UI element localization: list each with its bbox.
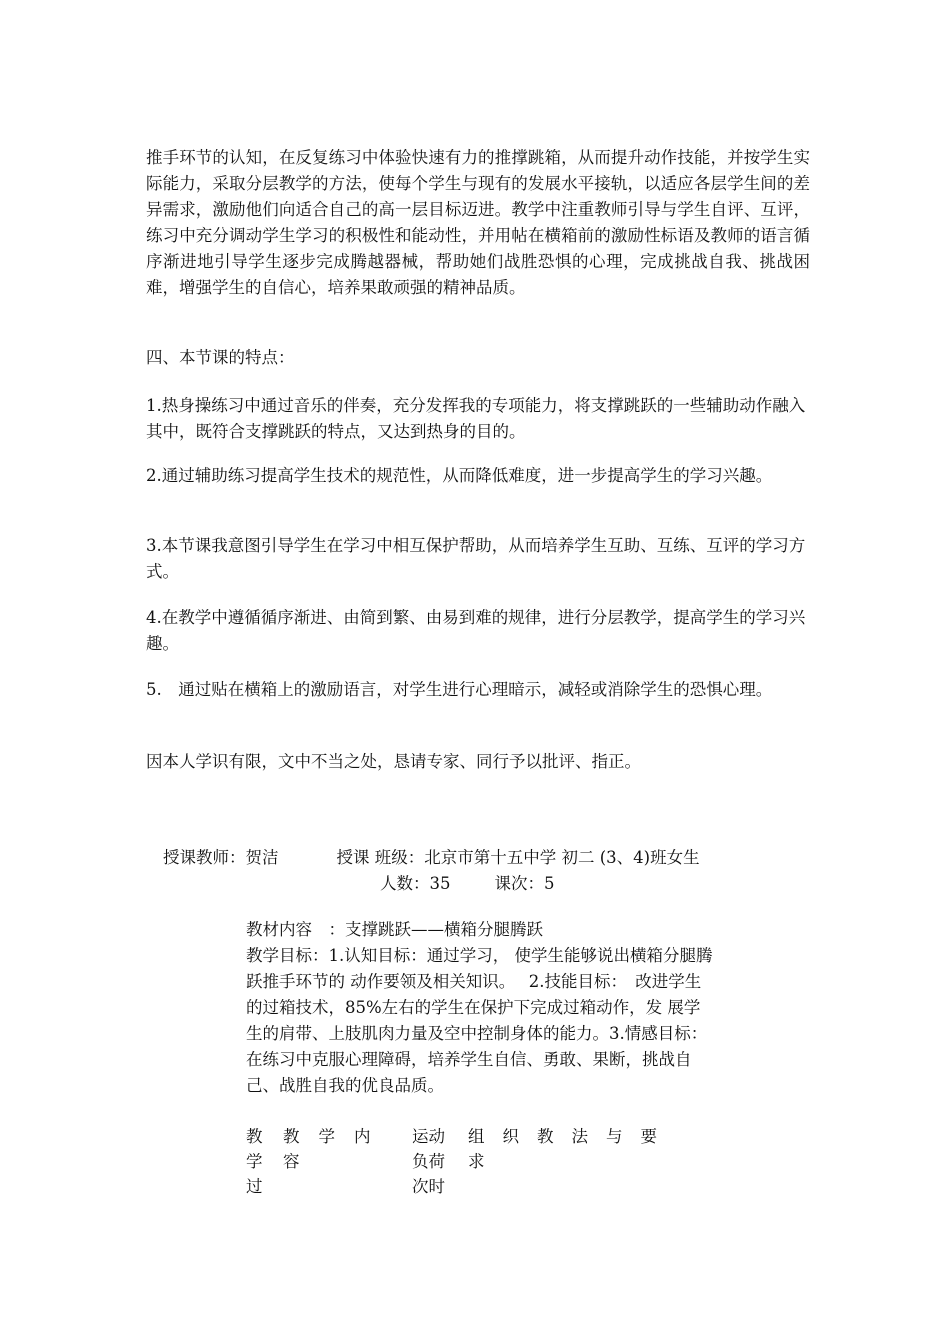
feature-5: 5. 通过贴在横箱上的激励语言，对学生进行心理暗示，减轻或消除学生的恐惧心理。 <box>146 680 773 699</box>
header-text: 学 <box>246 1152 263 1171</box>
lesson-teacher-class-line <box>163 846 700 870</box>
table-header-content <box>283 1124 403 1174</box>
feature-3: 3.本节课我意图引导学生在学习中相互保护帮助，从而培养学生互助、互练、互评的学习方式。 <box>146 536 806 581</box>
class-info: 授课 班级：北京市第十五中学 初二 (3、4)班女生 <box>336 848 700 867</box>
table-header-process <box>246 1124 286 1199</box>
table-header-method <box>468 1124 708 1174</box>
session-number: 课次：5 <box>494 874 555 893</box>
teaching-content: 教材内容 ：支撑跳跃——横箱分腿腾跃 <box>246 920 543 939</box>
intro-paragraph: 推手环节的认知，在反复练习中体验快速有力的推撑跳箱，从而提升动作技能，并按学生实际能力，采取分层教学的方法，使每个学生与现有的发展水平接轨，以适应各层学生间的差异需求，激励他们向适合自己的高一层目标迈进。教学中注重教师引导与学生自评、互评，练习中充分调动学生学习的积极性和能动性，并用帖在横箱前的激励性标语及教师的语言循序渐进地引导学生逐步完成腾越器械，帮助她们战胜恐惧的心理，完成挑战自我、挑战困难，增强学生的自信心，培养果敢顽强的精神品质。 <box>146 148 810 297</box>
header-text: 求 <box>468 1152 503 1171</box>
header-text: 教 <box>246 1127 263 1146</box>
feature-2: 2.通过辅助练习提高学生技术的规范性，从而降低难度，进一步提高学生的学习兴趣。 <box>146 466 773 485</box>
header-text: 教学内 <box>283 1127 390 1146</box>
feature-1: 1.热身操练习中通过音乐的伴奏，充分发挥我的专项能力，将支撑跳跃的一些辅助动作融入其中，既符合支撑跳跃的特点，又达到热身的目的。 <box>146 396 806 441</box>
closing-remark: 因本人学识有限，文中不当之处，恳请专家、同行予以批评、指正。 <box>146 752 641 771</box>
header-text: 过 <box>246 1177 263 1196</box>
header-text: 负荷 <box>412 1152 445 1171</box>
header-text: 容 <box>283 1152 319 1171</box>
header-text: 组织教法与要 <box>468 1127 675 1146</box>
header-text: 运动 <box>412 1127 445 1146</box>
feature-4: 4.在教学中遵循循序渐进、由简到繁、由易到难的规律，进行分层教学，提高学生的学习兴趣。 <box>146 608 806 653</box>
student-count: 人数：35 <box>380 874 451 893</box>
header-text: 次时 <box>412 1177 445 1196</box>
teacher-name: 授课教师：贺洁 <box>163 848 279 867</box>
section-title: 四、本节课的特点： <box>146 348 295 367</box>
teaching-goals: 教学目标：1.认知目标：通过学习， 使学生能够说出横箱分腿腾跃推手环节的 动作要领及相关知识。 2.技能目标： 改进学生的过箱技术，85%左右的学生在保护下完成过箱动作，发 展学生的肩带、上肢肌肉力量及空中控制身体的能力。3.情感目标：在练习中克服心理障碍，培养学生自信、勇敢、果断，挑战自己、战胜自我的优良品质。 <box>246 946 713 1095</box>
table-header-load <box>412 1124 472 1199</box>
lesson-count-line <box>380 872 555 896</box>
